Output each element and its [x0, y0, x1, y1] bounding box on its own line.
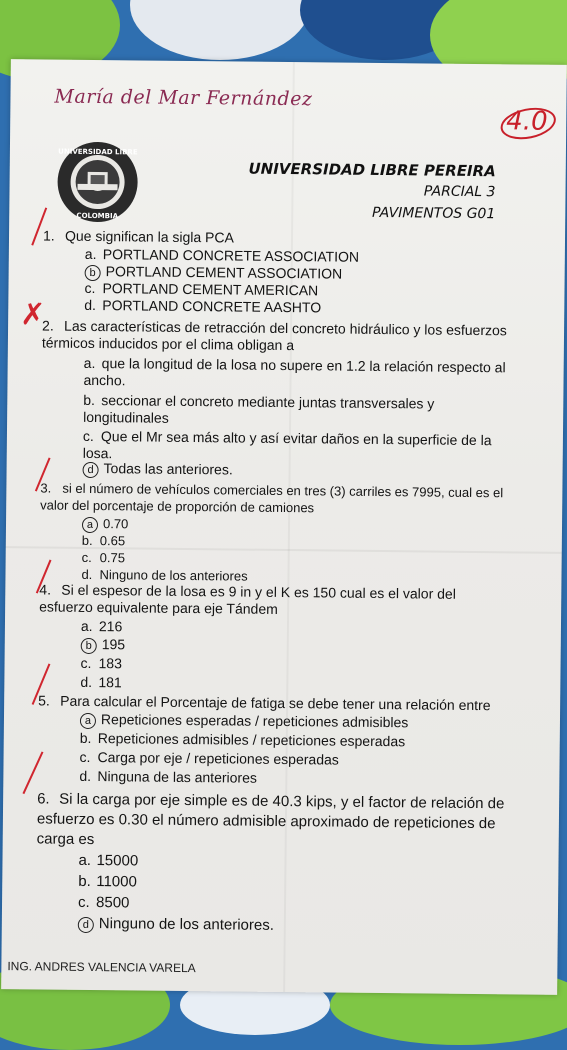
check-mark-q6	[22, 751, 43, 794]
q6-option-c: c. 8500	[77, 893, 130, 912]
q3-option-a: a 0.70	[82, 515, 522, 538]
university-name: UNIVERSIDAD LIBRE PEREIRA	[248, 159, 496, 181]
q5-option-a: a Repeticiones esperadas / repeticiones admisibles	[80, 711, 520, 734]
q5-option-c: c. Carga por eje / repeticiones esperadas	[79, 748, 339, 768]
q1-option-a: a. PORTLAND CONCRETE ASSOCIATION	[84, 245, 360, 265]
question-1: 1. Que significan la sigla PCA	[42, 227, 234, 246]
q6-option-d: d Ninguno de los anteriores.	[78, 915, 518, 938]
exam-title: PARCIAL 3	[423, 183, 496, 201]
q5-option-d: d. Ninguna de las anteriores	[79, 767, 258, 786]
q6-option-b: b. 11000	[78, 872, 137, 891]
q1-option-c: c. PORTLAND CEMENT AMERICAN	[84, 279, 319, 299]
question-4: 4. Si el espesor de la losa es 9 in y el K es 150 cual es el valor del esfuerzo equivalente para eje Tándem	[39, 581, 456, 617]
q1-option-b: b PORTLAND CEMENT ASSOCIATION	[85, 263, 525, 286]
q3-option-d: d. Ninguno de los anteriores	[81, 566, 248, 584]
university-seal-logo	[55, 140, 140, 225]
professor-name: ING. ANDRES VALENCIA VARELA	[7, 959, 196, 976]
q4-option-c: c. 183	[80, 654, 123, 672]
question-6: 6. Si la carga por eje simple es de 40.3 kips, y el factor de relación de esfuerzo es 0.30 el número admisible aproximado de repeticiones de carga es	[36, 790, 505, 849]
wrong-mark-q2: ✗	[20, 297, 46, 333]
q5-option-b: b. Repeticiones admisibles / repeticiones esperadas	[79, 729, 406, 750]
q3-option-c: c. 0.75	[81, 549, 126, 566]
q4-option-a: a. 216	[80, 617, 123, 635]
svg-text:COLOMBIA: COLOMBIA	[76, 211, 119, 221]
course-name: PAVIMENTOS G01	[371, 204, 496, 223]
q2-option-a: a. que la longitud de la losa no supere en 1.2 la relación respecto al ancho.	[83, 354, 506, 389]
grade: 4.0	[506, 106, 548, 137]
q4-option-d: d. 181	[80, 673, 122, 691]
svg-text:UNIVERSIDAD LIBRE: UNIVERSIDAD LIBRE	[58, 147, 138, 157]
q6-option-a: a. 15000	[78, 851, 139, 870]
exam-paper	[1, 59, 567, 995]
question-2: 2. Las características de retracción del concreto hidráulico y los esfuerzos térmicos inducidos por el clima obligan a	[41, 317, 507, 354]
question-3: 3. si el número de vehículos comerciales en tres (3) carriles es 7995, cual es el valor del porcentaje de proporción de camiones	[40, 480, 504, 516]
q2-option-c: c. Que el Mr sea más alto y así evitar daños en la superficie de la losa.	[82, 427, 492, 462]
q3-option-b: b. 0.65	[81, 532, 126, 549]
q2-option-b: b. seccionar el concreto mediante juntas transversales y longitudinales	[83, 391, 435, 426]
student-name: María del Mar Fernández	[54, 85, 313, 111]
question-5: 5. Para calcular el Porcentaje de fatiga se debe tener una relación entre	[38, 692, 491, 714]
q1-option-d: d. PORTLAND CONCRETE AASHTO	[84, 296, 322, 316]
q2-option-d: d Todas las anteriores.	[83, 460, 523, 483]
q4-option-b: b 195	[81, 636, 521, 659]
